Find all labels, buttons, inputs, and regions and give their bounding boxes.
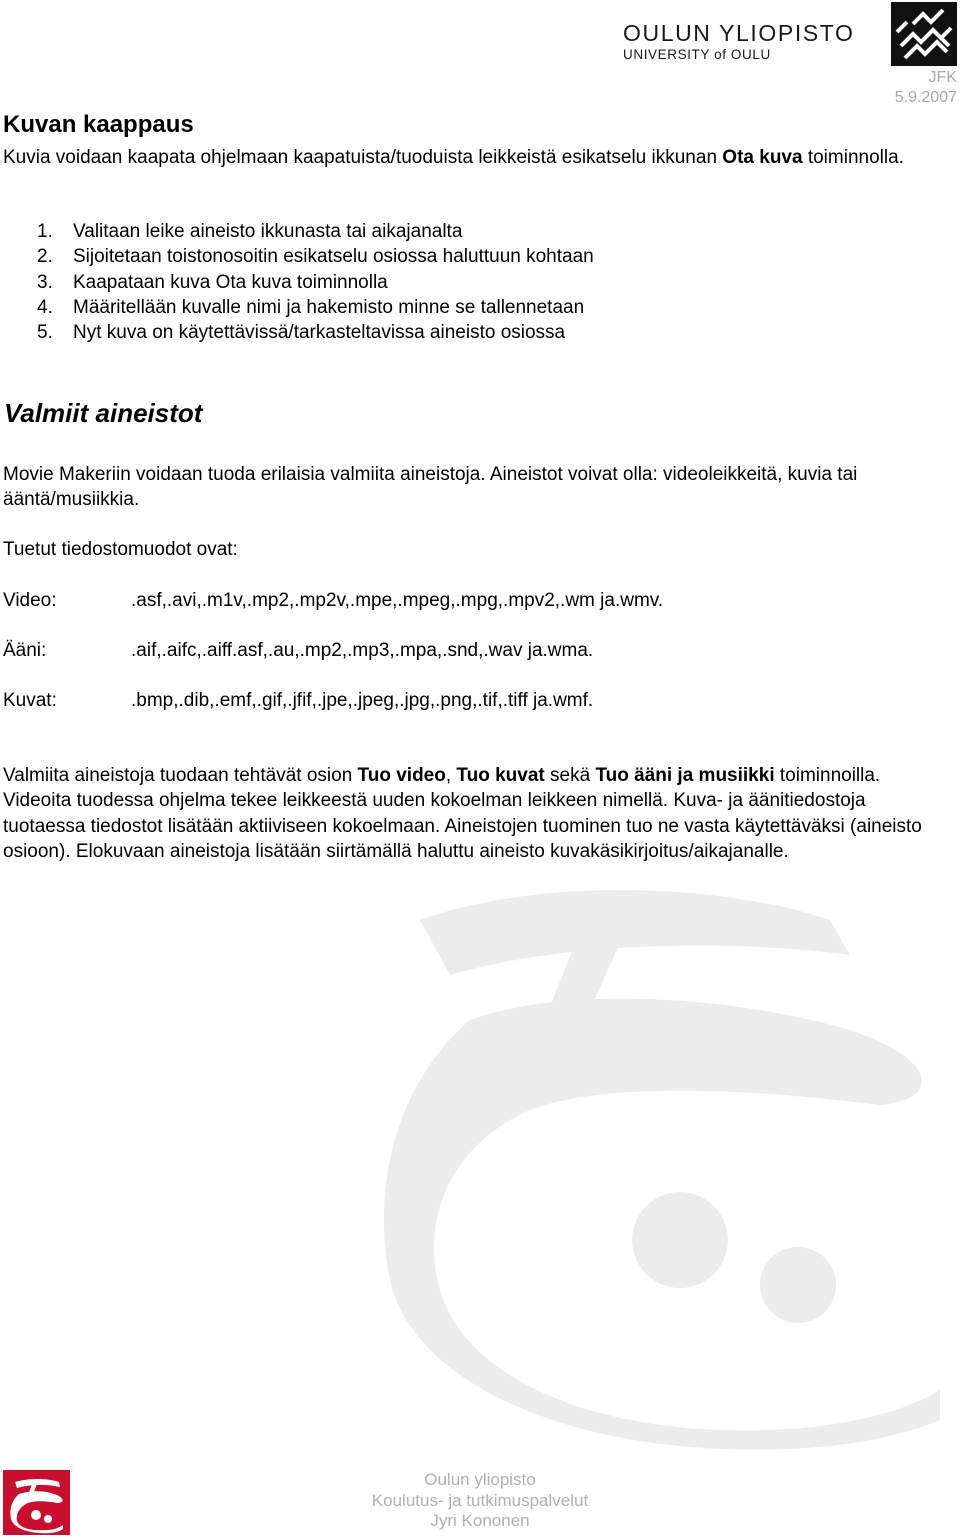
list-item: 3. Kaapataan kuva Ota kuva toiminnolla	[37, 271, 388, 293]
university-name-en: UNIVERSITY of OULU	[623, 47, 771, 62]
university-wordmark	[623, 20, 881, 64]
import-instructions-paragraph: Valmiita aineistoja tuodaan tehtävät osion Tuo video, Tuo kuvat sekä Tuo ääni ja musiikki toiminnoilla. Videoita tuodessa ohjelma tekee leikkeestä uuden kokoelman leikkeen nimellä. Kuva- ja äänitiedostoja tuotaessa tiedostot lisätään aktiiviseen kokoelmaan. Aineistojen tuominen tuo ne vasta käytettäväksi (aineisto osioon). Elokuvaan aineistoja lisätään siirtämällä haluttu aineisto kuvakäsikirjoitus/aikajanalle.	[3, 765, 922, 862]
document-meta	[895, 68, 957, 108]
university-name: OULUN YLIOPISTO	[623, 20, 855, 46]
list-item: 1. Valitaan leike aineisto ikkunasta tai aikajanalta	[37, 221, 463, 242]
ota-kuva-term: Ota kuva	[722, 147, 803, 168]
format-list-images: .bmp,.dib,.emf,.gif,.jfif,.jpe,.jpeg,.jpg,.png,.tif,.tiff ja.wmf.	[131, 690, 594, 711]
university-logo-icon	[891, 2, 957, 66]
format-list-video: .asf,.avi,.m1v,.mp2,.mp2v,.mpe,.mpeg,.mpg,.mpv2,.wm ja.wmv.	[131, 590, 664, 611]
footer-department: Koulutus- ja tutkimuspalvelut	[371, 1490, 589, 1510]
tuo-kuvat-term: Tuo kuvat	[456, 765, 545, 786]
footer-info	[330, 1470, 630, 1532]
formats-heading: Tuetut tiedostomuodot ovat:	[3, 539, 238, 560]
section-title-ready-materials: Valmiit aineistot	[4, 398, 203, 428]
tuo-aani-term: Tuo ääni ja musiikki	[595, 765, 775, 786]
tuo-video-term: Tuo video	[357, 765, 446, 786]
format-label-video: Video:	[3, 590, 57, 611]
list-item: 5. Nyt kuva on käytettävissä/tarkasteltavissa aineisto osiossa	[37, 322, 566, 344]
author-initials: JFK	[928, 69, 957, 86]
calligraphy-logo-icon	[3, 1470, 70, 1535]
capture-intro-paragraph: Kuvia voidaan kaapata ohjelmaan kaapatuista/tuoduista leikkeistä esikatselu ikkunan Ota kuva toiminnolla.	[3, 147, 904, 168]
format-label-audio: Ääni:	[3, 640, 47, 661]
format-label-images: Kuvat:	[3, 690, 57, 711]
footer-university: Oulun yliopisto	[424, 1470, 536, 1489]
document-date: 5.9.2007	[894, 89, 957, 106]
format-list-audio: .aif,.aifc,.aiff.asf,.au,.mp2,.mp3,.mpa,.snd,.wav ja.wma.	[131, 640, 594, 661]
footer-author: Jyri Kononen	[430, 1511, 530, 1530]
materials-intro-paragraph: Movie Makeriin voidaan tuoda erilaisia valmiita aineistoja. Aineistot voivat olla: videoleikkeitä, kuvia tai ääntä/musiikkia.	[3, 464, 858, 511]
list-item: 2. Sijoitetaan toistonosoitin esikatselu osiossa haluttuun kohtaan	[37, 246, 594, 268]
section-title-screen-capture: Kuvan kaappaus	[3, 111, 194, 138]
capture-steps-list	[37, 219, 594, 345]
list-item: 4. Määritellään kuvalle nimi ja hakemisto minne se tallennetaan	[37, 296, 585, 318]
